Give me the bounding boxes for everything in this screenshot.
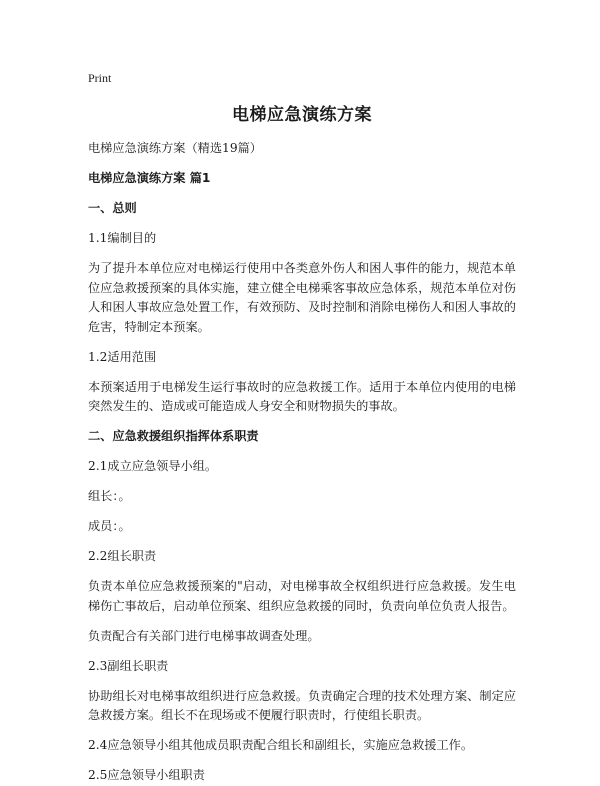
paragraph: 2.4应急领导小组其他成员职责配合组长和副组长，实施应急救援工作。 bbox=[88, 738, 474, 752]
page-title: 电梯应急演练方案 bbox=[232, 105, 372, 125]
paragraph: 成员：。 bbox=[88, 519, 131, 533]
paragraph: 本预案适用于电梯发生运行事故时的应急救援工作。适用于本单位内使用的电梯突然发生的、造成或可能造成人身安全和财物损失的事故。 bbox=[88, 379, 516, 413]
document-body bbox=[88, 139, 516, 786]
paragraph: 2.2组长职责 bbox=[88, 549, 157, 563]
paragraph: 2.1成立应急领导小组。 bbox=[88, 459, 218, 473]
print-label: Print bbox=[88, 71, 112, 85]
paragraph: 组长：。 bbox=[88, 489, 131, 503]
paragraph: 1.2适用范围 bbox=[88, 349, 157, 364]
paragraph: 2.3副组长职责 bbox=[88, 658, 169, 673]
section-heading: 电梯应急演练方案 篇1 bbox=[88, 171, 211, 185]
paragraph: 1.1编制目的 bbox=[88, 231, 157, 245]
paragraph: 电梯应急演练方案（精选19篇） bbox=[88, 141, 262, 155]
paragraph: 为了提升本单位应对电梯运行使用中各类意外伤人和困人事件的能力，规范本单位应急救援预案的具体实施，建立健全电梯乘客事故应急体系，规范本单位对伤人和困人事故应急处置工作，有效预防、及时控制和消除电梯伤人和困人事故的危害，特制定本预案。 bbox=[88, 261, 516, 334]
paragraph: 协助组长对电梯事故组织进行应急救援。负责确定合理的技术处理方案、制定应急救援方案。组长不在现场或不便履行职责时，行使组长职责。 bbox=[88, 688, 516, 722]
section-heading: 二、应急救援组织指挥体系职责 bbox=[88, 429, 259, 443]
paragraph: 2.5应急领导小组职责 bbox=[88, 768, 205, 782]
paragraph: 负责本单位应急救援预案的"启动，对电梯事故全权组织进行应急救援。发生电梯伤亡事故后，启动单位预案、组织应急救援的同时，负责向单位负责人报告。 bbox=[88, 579, 516, 613]
paragraph: 负责配合有关部门进行电梯事故调查处理。 bbox=[88, 628, 320, 643]
section-heading: 一、总则 bbox=[88, 201, 137, 215]
